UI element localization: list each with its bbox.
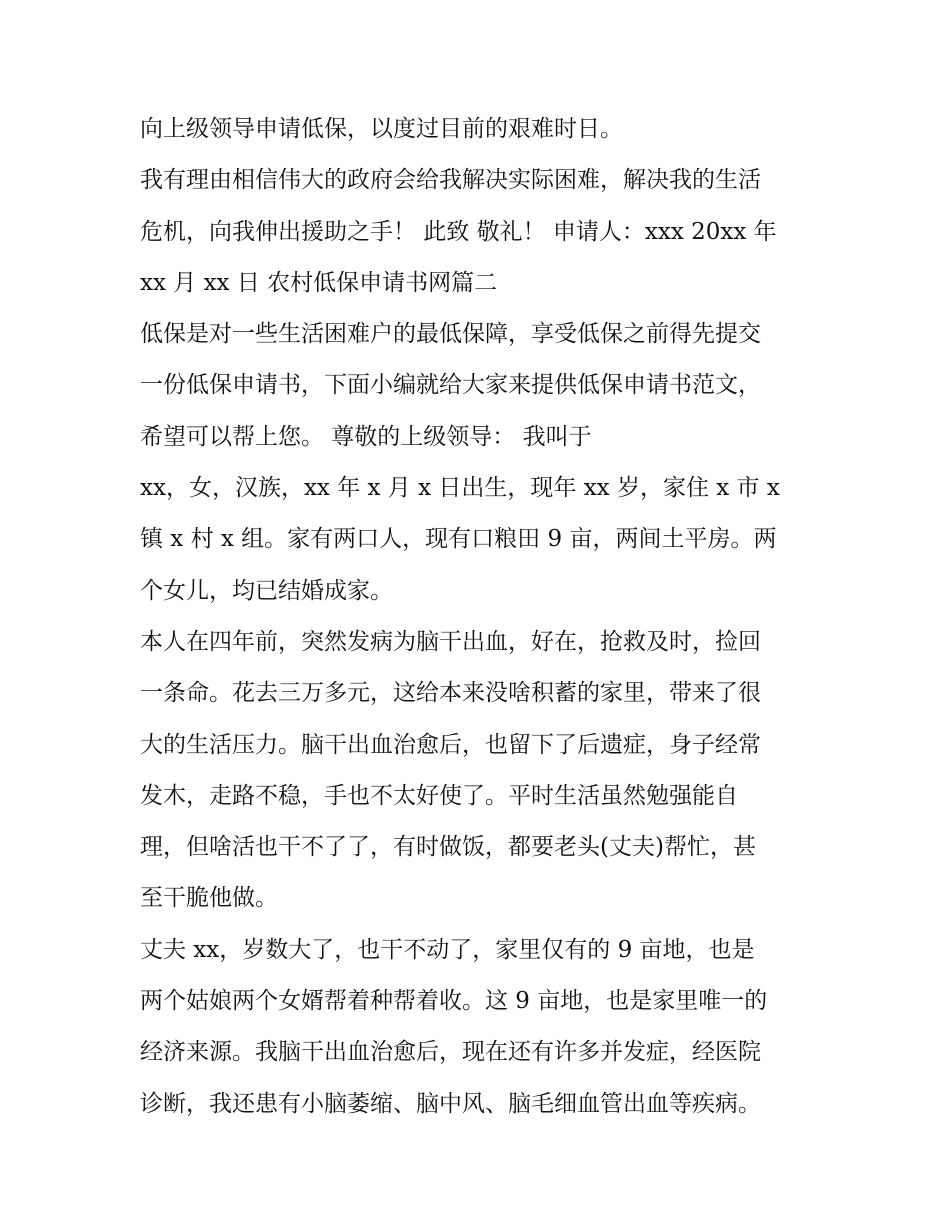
text-line: 大的生活压力。脑干出血治愈后，也留下了后遗症，身子经常 [140, 731, 761, 758]
text-line: 低保是对一些生活困难户的最低保障，享受低保之前得先提交 [140, 321, 761, 348]
text-line: 至干脆他做。 [140, 885, 278, 912]
text-line: 本人在四年前，突然发病为脑干出血，好在，抢救及时，捡回 [140, 628, 761, 655]
text-line: 个女儿，均已结婚成家。 [140, 577, 393, 604]
text-line: 诊断，我还患有小脑萎缩、脑中风、脑毛细血管出血等疾病。 [140, 1090, 761, 1117]
text-line: 发木，走路不稳，手也不太好使了。平时生活虽然勉强能自 [140, 782, 738, 809]
text-line: 镇 x 村 x 组。家有两口人，现有口粮田 9 亩，两间土平房。两 [140, 526, 777, 553]
text-line: 一份低保申请书，下面小编就给大家来提供低保申请书范文， [140, 372, 761, 399]
text-line: 危机，向我伸出援助之手！ 此致 敬礼！ 申请人：xxx 20xx 年 [140, 218, 777, 245]
text-line: 一条命。花去三万多元，这给本来没啥积蓄的家里，带来了很 [140, 680, 761, 707]
text-line: xx，女，汉族，xx 年 x 月 x 日出生，现年 xx 岁，家住 x 市 x [140, 475, 780, 502]
text-line: 丈夫 xx，岁数大了，也干不动了，家里仅有的 9 亩地，也是 [140, 936, 755, 963]
text-line: 经济来源。我脑干出血治愈后，现在还有许多并发症，经医院 [140, 1039, 761, 1066]
text-line: 两个姑娘两个女婿帮着种帮着收。这 9 亩地，也是家里唯一的 [140, 988, 768, 1015]
text-line: 理，但啥活也干不了了，有时做饭，都要老头(丈夫)帮忙，甚 [140, 834, 756, 861]
text-line: xx 月 xx 日 农村低保申请书网篇二 [140, 269, 498, 296]
text-line: 我有理由相信伟大的政府会给我解决实际困难，解决我的生活 [140, 167, 761, 194]
text-line: 向上级领导申请低保，以度过目前的艰难时日。 [140, 116, 623, 142]
document-body [140, 104, 820, 1130]
text-line: 希望可以帮上您。 尊敬的上级领导： 我叫于 [140, 423, 592, 450]
